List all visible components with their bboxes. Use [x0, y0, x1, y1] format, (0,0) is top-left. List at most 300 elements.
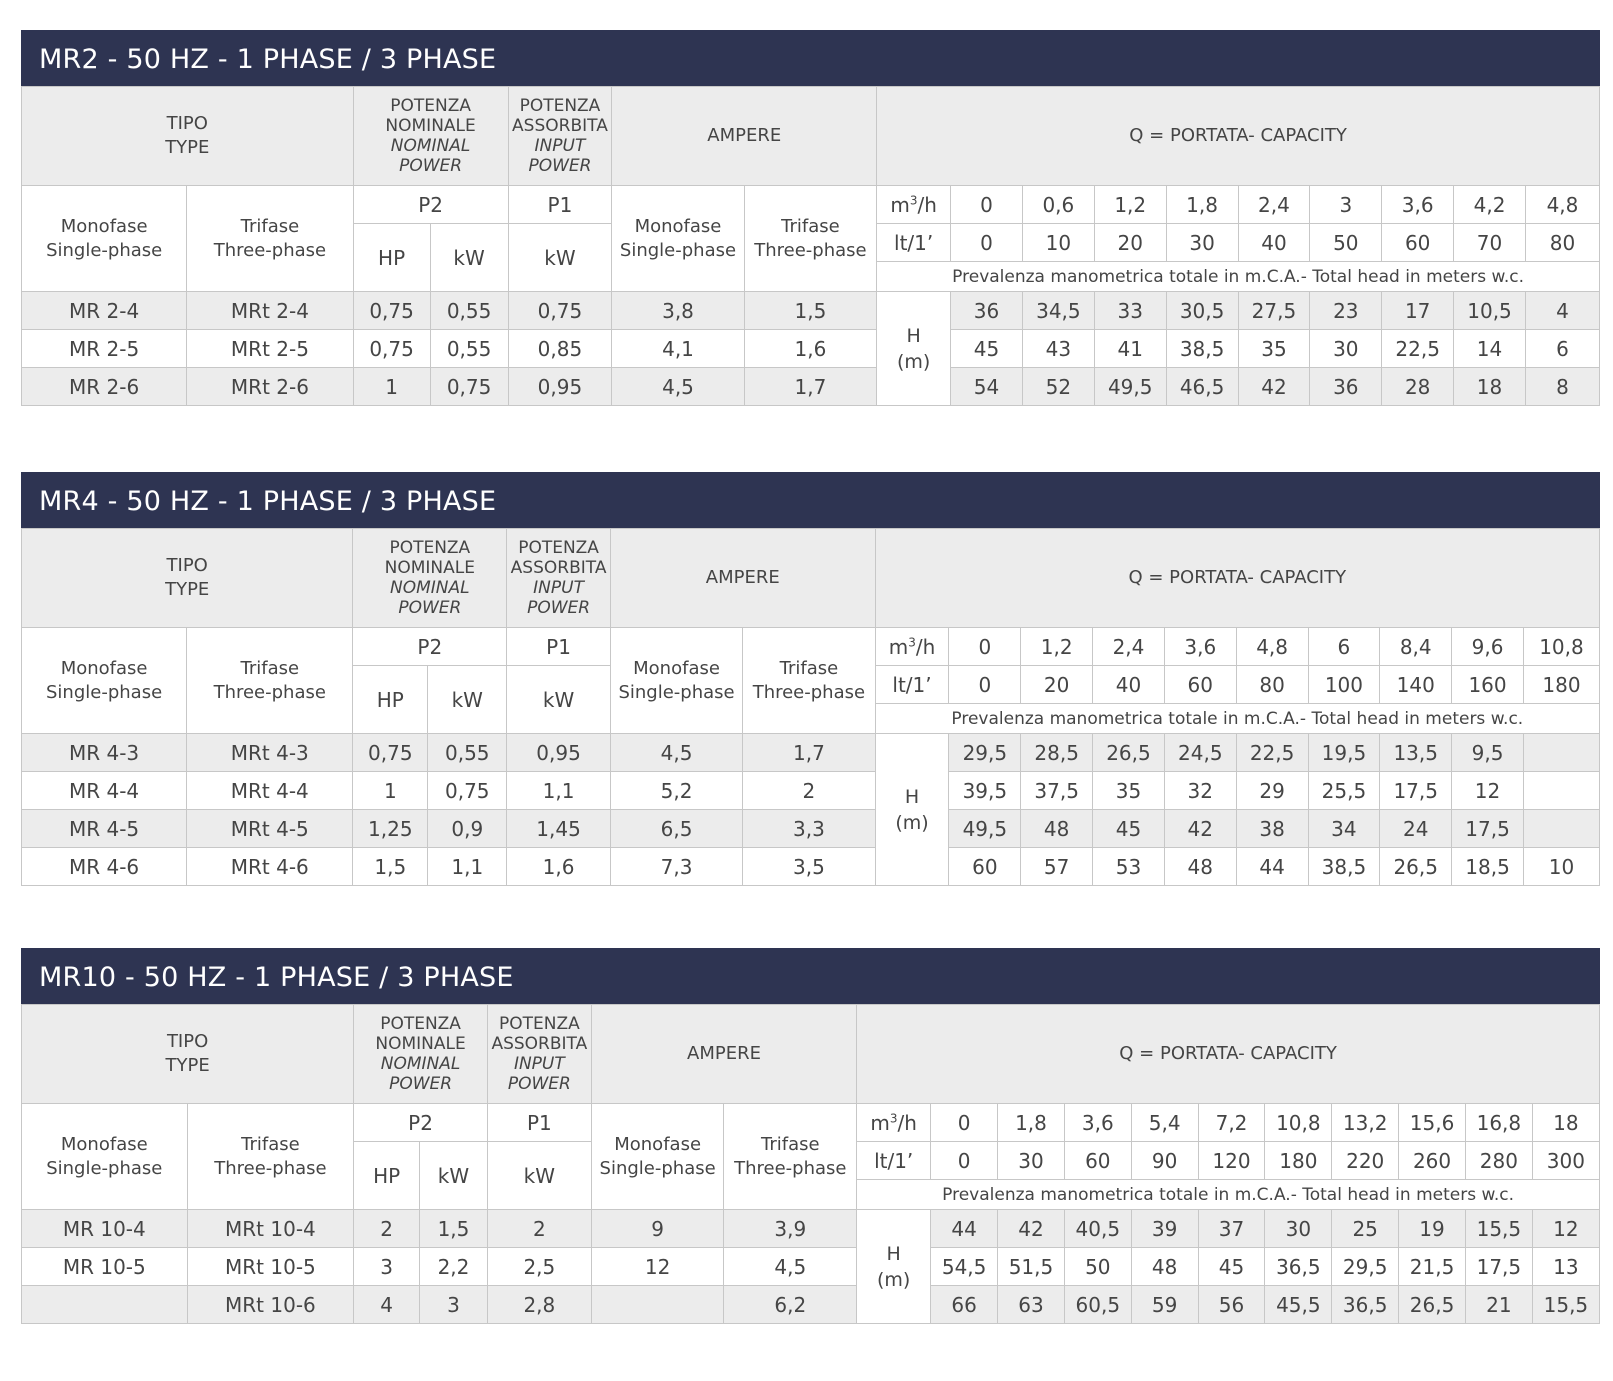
p2-label: P2 — [408, 1110, 433, 1135]
head-text: 48 — [1187, 854, 1213, 879]
pump-table-3 — [21, 948, 1600, 1324]
amp-mono-text: 4,5 — [662, 374, 694, 399]
single-phase-label: Single-phase — [599, 1157, 716, 1179]
head-text: 8 — [1556, 374, 1569, 399]
table-row — [22, 772, 1600, 810]
kw-text: 1,1 — [451, 854, 484, 879]
head-value — [1465, 1210, 1532, 1248]
head-text: 22,5 — [1249, 740, 1295, 765]
head-value — [949, 734, 1021, 772]
head-text: 27,5 — [1251, 298, 1297, 323]
power-label: POWER — [399, 156, 463, 176]
amp-tri-value — [724, 1210, 857, 1248]
nominal-power-header — [353, 87, 508, 186]
model-tri-text: MRt 10-6 — [225, 1292, 316, 1317]
head-value — [1380, 734, 1452, 772]
head-text: 41 — [1117, 336, 1143, 361]
head-value — [949, 810, 1021, 848]
p1-label: P1 — [546, 634, 571, 659]
amp-tri-text: 1,5 — [794, 298, 827, 323]
head-value — [1236, 734, 1308, 772]
p1-text: 0,95 — [537, 374, 583, 399]
flow-m3h-value — [1131, 1104, 1198, 1142]
flow-m3h-value — [1382, 186, 1454, 224]
model-tri — [187, 1286, 354, 1324]
head-value — [1022, 368, 1094, 406]
p1-value — [508, 368, 612, 406]
p1-kw-header — [508, 224, 612, 292]
flow-m3h: 4,8 — [1256, 634, 1288, 659]
monofase-header — [22, 186, 187, 292]
flow-lt-value — [931, 1142, 998, 1180]
head-value — [1236, 810, 1308, 848]
amp-tri-value — [724, 1286, 857, 1324]
pump-table-1 — [21, 30, 1600, 406]
kw-label: kW — [451, 687, 483, 712]
head-text: 19,5 — [1321, 740, 1367, 765]
flow-m3h: 2,4 — [1258, 192, 1290, 217]
head-text: 36 — [973, 298, 1000, 323]
flow-m3h: 0 — [957, 1110, 971, 1135]
head-text: 30,5 — [1179, 298, 1225, 323]
amp-mono-value — [610, 772, 742, 810]
table-title: MR2 - 50 HZ - 1 PHASE / 3 PHASE — [21, 30, 1600, 86]
head-value — [1454, 368, 1526, 406]
m3h-base: m — [888, 634, 909, 659]
hp-text: 1,5 — [374, 854, 407, 879]
head-text: 17,5 — [1476, 1254, 1522, 1279]
model-mono — [22, 368, 187, 406]
model-tri — [187, 330, 353, 368]
kw-value — [428, 810, 507, 848]
flow-lt-value — [998, 1142, 1065, 1180]
amp-mono-text: 7,3 — [660, 854, 693, 879]
flow-lt: 60 — [1404, 230, 1431, 255]
amp-mono-value — [591, 1248, 724, 1286]
head-text: 24,5 — [1178, 740, 1223, 765]
p1-value — [507, 848, 611, 886]
head-value — [1166, 330, 1238, 368]
trifase-label: Trifase — [240, 215, 300, 237]
model-tri — [187, 1210, 354, 1248]
flow-lt-value — [949, 666, 1021, 704]
head-value — [1198, 1286, 1265, 1324]
potenza-label: POTENZA — [519, 96, 601, 116]
amp-mono-text: 6,5 — [660, 816, 693, 841]
hp-value — [354, 1248, 420, 1286]
head-text: 29 — [1259, 778, 1285, 803]
head-text: 30 — [1285, 1216, 1312, 1241]
potenza-label: POTENZA — [389, 538, 471, 558]
flow-lt: 140 — [1396, 672, 1435, 697]
p1-text: 2,8 — [523, 1292, 556, 1317]
amp-mono-value — [610, 848, 742, 886]
lt-unit — [857, 1142, 931, 1180]
model-tri-text: MRt 2-4 — [230, 298, 309, 323]
ampere-header — [612, 87, 877, 186]
head-text: 66 — [951, 1292, 977, 1317]
amp-mono-text: 9 — [651, 1216, 664, 1241]
model-mono-text: MR 2-6 — [69, 374, 140, 399]
head-text: 45 — [1115, 816, 1142, 841]
head-value — [951, 330, 1023, 368]
monofase-header — [22, 1104, 188, 1210]
power-label: POWER — [527, 598, 591, 618]
head-value — [1525, 292, 1599, 330]
flow-m3h-value — [1523, 628, 1599, 666]
hp-value — [353, 848, 428, 886]
head-value — [1532, 1210, 1599, 1248]
amp-mono-text: 12 — [644, 1254, 671, 1279]
flow-lt: 50 — [1333, 230, 1359, 255]
hp-value — [353, 772, 428, 810]
head-value — [1380, 848, 1452, 886]
amp-tri-text: 3,3 — [792, 816, 825, 841]
p1-text: 0,85 — [537, 336, 583, 361]
head-value — [1265, 1248, 1332, 1286]
head-unit — [875, 734, 949, 886]
amp-tri-text: 1,7 — [794, 374, 827, 399]
flow-lt-value — [1532, 1142, 1599, 1180]
flow-m3h-value — [1021, 628, 1093, 666]
flow-lt: 20 — [1043, 672, 1070, 697]
flow-lt-value — [1021, 666, 1093, 704]
hp-value — [353, 330, 430, 368]
head-text: 45,5 — [1276, 1292, 1321, 1317]
amp-tri-text: 3,5 — [792, 854, 825, 879]
head-text: 44 — [1259, 854, 1285, 879]
trifase-header — [187, 1104, 354, 1210]
head-text: 25 — [1352, 1216, 1378, 1241]
nominal-label: NOMINAL — [390, 578, 470, 598]
power-label: POWER — [389, 1074, 453, 1094]
hp-text: 1 — [383, 778, 397, 803]
head-text: 17 — [1404, 298, 1431, 323]
hp-value — [353, 810, 428, 848]
kw-label: kW — [523, 1163, 556, 1188]
flow-m3h-value — [1236, 628, 1308, 666]
head-value — [1380, 810, 1452, 848]
trifase-header — [187, 186, 353, 292]
amp-mono-value — [591, 1286, 724, 1324]
head-value — [1022, 292, 1094, 330]
flow-m3h: 5,4 — [1148, 1110, 1181, 1135]
hp-value — [354, 1286, 420, 1324]
head-value — [998, 1286, 1065, 1324]
head-value — [1532, 1248, 1599, 1286]
capacity-label: Q = PORTATA- CAPACITY — [1129, 125, 1347, 146]
head-text: 39 — [1151, 1216, 1178, 1241]
head-value — [1382, 330, 1454, 368]
flow-m3h: 18 — [1553, 1110, 1579, 1135]
head-value — [1064, 1210, 1131, 1248]
flow-m3h: 10,8 — [1276, 1110, 1321, 1135]
p1-value — [507, 772, 611, 810]
flow-m3h-value — [1465, 1104, 1532, 1142]
head-value — [1523, 848, 1599, 886]
head-value — [1265, 1210, 1332, 1248]
flow-lt: 70 — [1476, 230, 1503, 255]
head-text: 29,5 — [962, 740, 1008, 765]
head-text: 33 — [1117, 298, 1143, 323]
head-text: 4 — [1556, 298, 1569, 323]
head-text: 37,5 — [1034, 778, 1079, 803]
flow-lt-value — [1064, 1142, 1131, 1180]
flow-m3h-value — [931, 1104, 998, 1142]
trifase-label: Trifase — [761, 1133, 820, 1155]
input-label: INPUT — [534, 136, 586, 156]
head-value — [1332, 1210, 1399, 1248]
hp-text: 1 — [385, 374, 398, 399]
input-power-header — [507, 529, 611, 628]
flow-lt-value — [1265, 1142, 1332, 1180]
kw-header — [428, 666, 507, 734]
head-value — [1310, 368, 1382, 406]
head-value — [1380, 772, 1452, 810]
head-value — [1236, 848, 1308, 886]
flow-m3h-value — [1380, 628, 1452, 666]
total-head-note — [877, 262, 1600, 292]
head-text: 40,5 — [1075, 1216, 1121, 1241]
amp-mono-text: 4,5 — [660, 740, 693, 765]
nominal-power-header — [353, 529, 507, 628]
table-row — [22, 810, 1600, 848]
flow-m3h: 0,6 — [1042, 192, 1075, 217]
m3h-tail: /h — [917, 192, 937, 217]
p1-text: 2 — [532, 1216, 546, 1241]
head-value — [1094, 330, 1166, 368]
flow-m3h: 8,4 — [1399, 634, 1432, 659]
flow-m3h: 3 — [1339, 192, 1353, 217]
ampere-label: AMPERE — [707, 125, 782, 146]
head-value — [1465, 1248, 1532, 1286]
head-text: 21,5 — [1409, 1254, 1455, 1279]
head-text: 38,5 — [1321, 854, 1367, 879]
amp-tri-value — [743, 772, 875, 810]
flow-lt-value — [1093, 666, 1165, 704]
monofase-label: Monofase — [60, 215, 148, 237]
flow-m3h-value — [1164, 628, 1236, 666]
p1-value — [487, 1248, 591, 1286]
head-text: 34,5 — [1036, 298, 1081, 323]
kw-value — [430, 292, 508, 330]
trifase-label: Trifase — [779, 657, 839, 679]
flow-m3h: 3,6 — [1401, 192, 1434, 217]
head-value — [949, 772, 1021, 810]
flow-m3h: 1,8 — [1186, 192, 1218, 217]
amp-tri-value — [743, 848, 875, 886]
model-mono-text: MR 4-5 — [68, 816, 140, 841]
monofase-header — [22, 628, 187, 734]
model-mono-text: MR 2-5 — [69, 336, 140, 361]
head-text: 46,5 — [1179, 374, 1225, 399]
flow-lt: 260 — [1412, 1148, 1452, 1173]
flow-lt-value — [1238, 224, 1310, 262]
flow-lt-value — [1310, 224, 1382, 262]
head-text: 12 — [1553, 1216, 1579, 1241]
power-label: POWER — [528, 156, 592, 176]
hp-label: HP — [376, 687, 404, 712]
head-value — [1238, 368, 1310, 406]
ampere-label: AMPERE — [705, 567, 780, 588]
kw-text: 0,9 — [451, 816, 484, 841]
kw-label: kW — [453, 245, 485, 270]
flow-lt-value — [1022, 224, 1094, 262]
flow-m3h-value — [1022, 186, 1094, 224]
flow-lt-value — [1332, 1142, 1399, 1180]
table-row — [22, 1248, 1600, 1286]
kw-value — [420, 1248, 488, 1286]
h-label: H — [886, 1242, 901, 1265]
p2-header — [354, 1104, 488, 1142]
flow-m3h-value — [1265, 1104, 1332, 1142]
flow-m3h: 10,8 — [1539, 634, 1584, 659]
model-tri — [187, 368, 353, 406]
head-value — [1238, 330, 1310, 368]
flow-lt: 20 — [1117, 230, 1143, 255]
flow-lt: 100 — [1324, 672, 1363, 697]
head-value — [951, 368, 1023, 406]
head-value — [1399, 1248, 1466, 1286]
head-text: 44 — [951, 1216, 977, 1241]
kw-text: 0,55 — [446, 336, 492, 361]
head-text: 59 — [1151, 1292, 1178, 1317]
head-text: 53 — [1115, 854, 1142, 879]
flow-m3h-value — [1454, 186, 1526, 224]
head-value — [1021, 734, 1093, 772]
head-text: 51,5 — [1008, 1254, 1054, 1279]
head-value — [1308, 810, 1380, 848]
power-label: POWER — [398, 598, 462, 618]
hp-value — [353, 368, 430, 406]
total-head-note — [875, 704, 1599, 734]
head-value — [1164, 810, 1236, 848]
p2-label: P2 — [417, 634, 443, 659]
head-text: 9,5 — [1471, 740, 1504, 765]
kw-text: 2,2 — [437, 1254, 470, 1279]
flow-lt: 60 — [1085, 1148, 1111, 1173]
head-text: 36,5 — [1276, 1254, 1321, 1279]
head-text: 43 — [1045, 336, 1072, 361]
head-text: 14 — [1476, 336, 1503, 361]
head-value — [1523, 810, 1599, 848]
input-power-header — [487, 1005, 591, 1104]
head-value — [1454, 330, 1526, 368]
ampere-header — [610, 529, 875, 628]
flow-m3h: 1,2 — [1040, 634, 1073, 659]
flow-lt-value — [1465, 1142, 1532, 1180]
nominal-label: NOMINAL — [390, 136, 471, 156]
kw-value — [428, 848, 507, 886]
table-title: MR4 - 50 HZ - 1 PHASE / 3 PHASE — [21, 472, 1600, 528]
amp-tri-text: 3,9 — [774, 1216, 807, 1241]
head-value — [1164, 772, 1236, 810]
amp-mono-value — [610, 810, 742, 848]
table-row — [22, 1210, 1600, 1248]
flow-m3h-value — [1238, 186, 1310, 224]
ampere-trifase-header — [743, 628, 875, 734]
flow-lt: 0 — [978, 672, 992, 697]
performance-table — [21, 528, 1600, 886]
flow-m3h-value — [998, 1104, 1065, 1142]
flow-m3h: 15,6 — [1409, 1110, 1455, 1135]
head-text: 48 — [1043, 816, 1070, 841]
trifase-label: Trifase — [240, 657, 300, 679]
monofase-label: Monofase — [614, 1133, 702, 1155]
single-phase-label: Single-phase — [618, 681, 735, 703]
m3h-unit — [875, 628, 949, 666]
hp-header — [353, 224, 430, 292]
m-label: (m) — [895, 811, 929, 834]
model-mono — [22, 292, 187, 330]
head-text: 42 — [1187, 816, 1213, 841]
three-phase-label: Three-phase — [754, 239, 867, 261]
lt-unit — [875, 666, 949, 704]
head-text: 28,5 — [1034, 740, 1079, 765]
head-value — [1310, 330, 1382, 368]
head-value — [1093, 772, 1165, 810]
flow-m3h-value — [1093, 628, 1165, 666]
head-text: 13 — [1553, 1254, 1579, 1279]
kw-text: 0,55 — [445, 740, 490, 765]
hp-text: 1,25 — [368, 816, 413, 841]
head-text: 26,5 — [1393, 854, 1438, 879]
flow-m3h-value — [1399, 1104, 1466, 1142]
head-text: 30 — [1333, 336, 1359, 361]
head-text: 26,5 — [1409, 1292, 1455, 1317]
flow-lt: 220 — [1346, 1148, 1385, 1173]
model-mono — [22, 1286, 188, 1324]
flow-lt: 10 — [1045, 230, 1072, 255]
head-value — [931, 1248, 998, 1286]
single-phase-label: Single-phase — [46, 681, 163, 703]
p1-value — [487, 1286, 591, 1324]
head-text: 24 — [1402, 816, 1429, 841]
flow-m3h: 1,8 — [1015, 1110, 1047, 1135]
head-value — [1465, 1286, 1532, 1324]
flow-lt: 30 — [1189, 230, 1215, 255]
table-row — [22, 1286, 1600, 1324]
head-text: 15,5 — [1476, 1216, 1522, 1241]
head-text: 19 — [1419, 1216, 1445, 1241]
hp-text: 3 — [380, 1254, 393, 1279]
head-value — [1164, 734, 1236, 772]
flow-lt: 280 — [1479, 1148, 1518, 1173]
head-text: 54,5 — [941, 1254, 987, 1279]
table-row — [22, 368, 1600, 406]
p1-header — [507, 628, 611, 666]
three-phase-label: Three-phase — [213, 681, 326, 703]
model-tri — [187, 734, 353, 772]
m3h-base: m — [870, 1110, 890, 1135]
head-value — [1452, 734, 1524, 772]
power-label: POWER — [507, 1074, 571, 1094]
head-value — [1399, 1286, 1466, 1324]
head-value — [1131, 1286, 1198, 1324]
monofase-label: Monofase — [60, 657, 148, 679]
p1-header — [487, 1104, 591, 1142]
kw-text: 3 — [447, 1292, 460, 1317]
ampere-monofase-header — [612, 186, 744, 292]
three-phase-label: Three-phase — [752, 681, 866, 703]
nominal-label: NOMINAL — [380, 1054, 461, 1074]
head-value — [1164, 848, 1236, 886]
hp-value — [354, 1210, 420, 1248]
head-text: 42 — [1018, 1216, 1044, 1241]
flow-lt-value — [1523, 666, 1599, 704]
model-tri — [187, 772, 353, 810]
head-text: 17,5 — [1393, 778, 1438, 803]
